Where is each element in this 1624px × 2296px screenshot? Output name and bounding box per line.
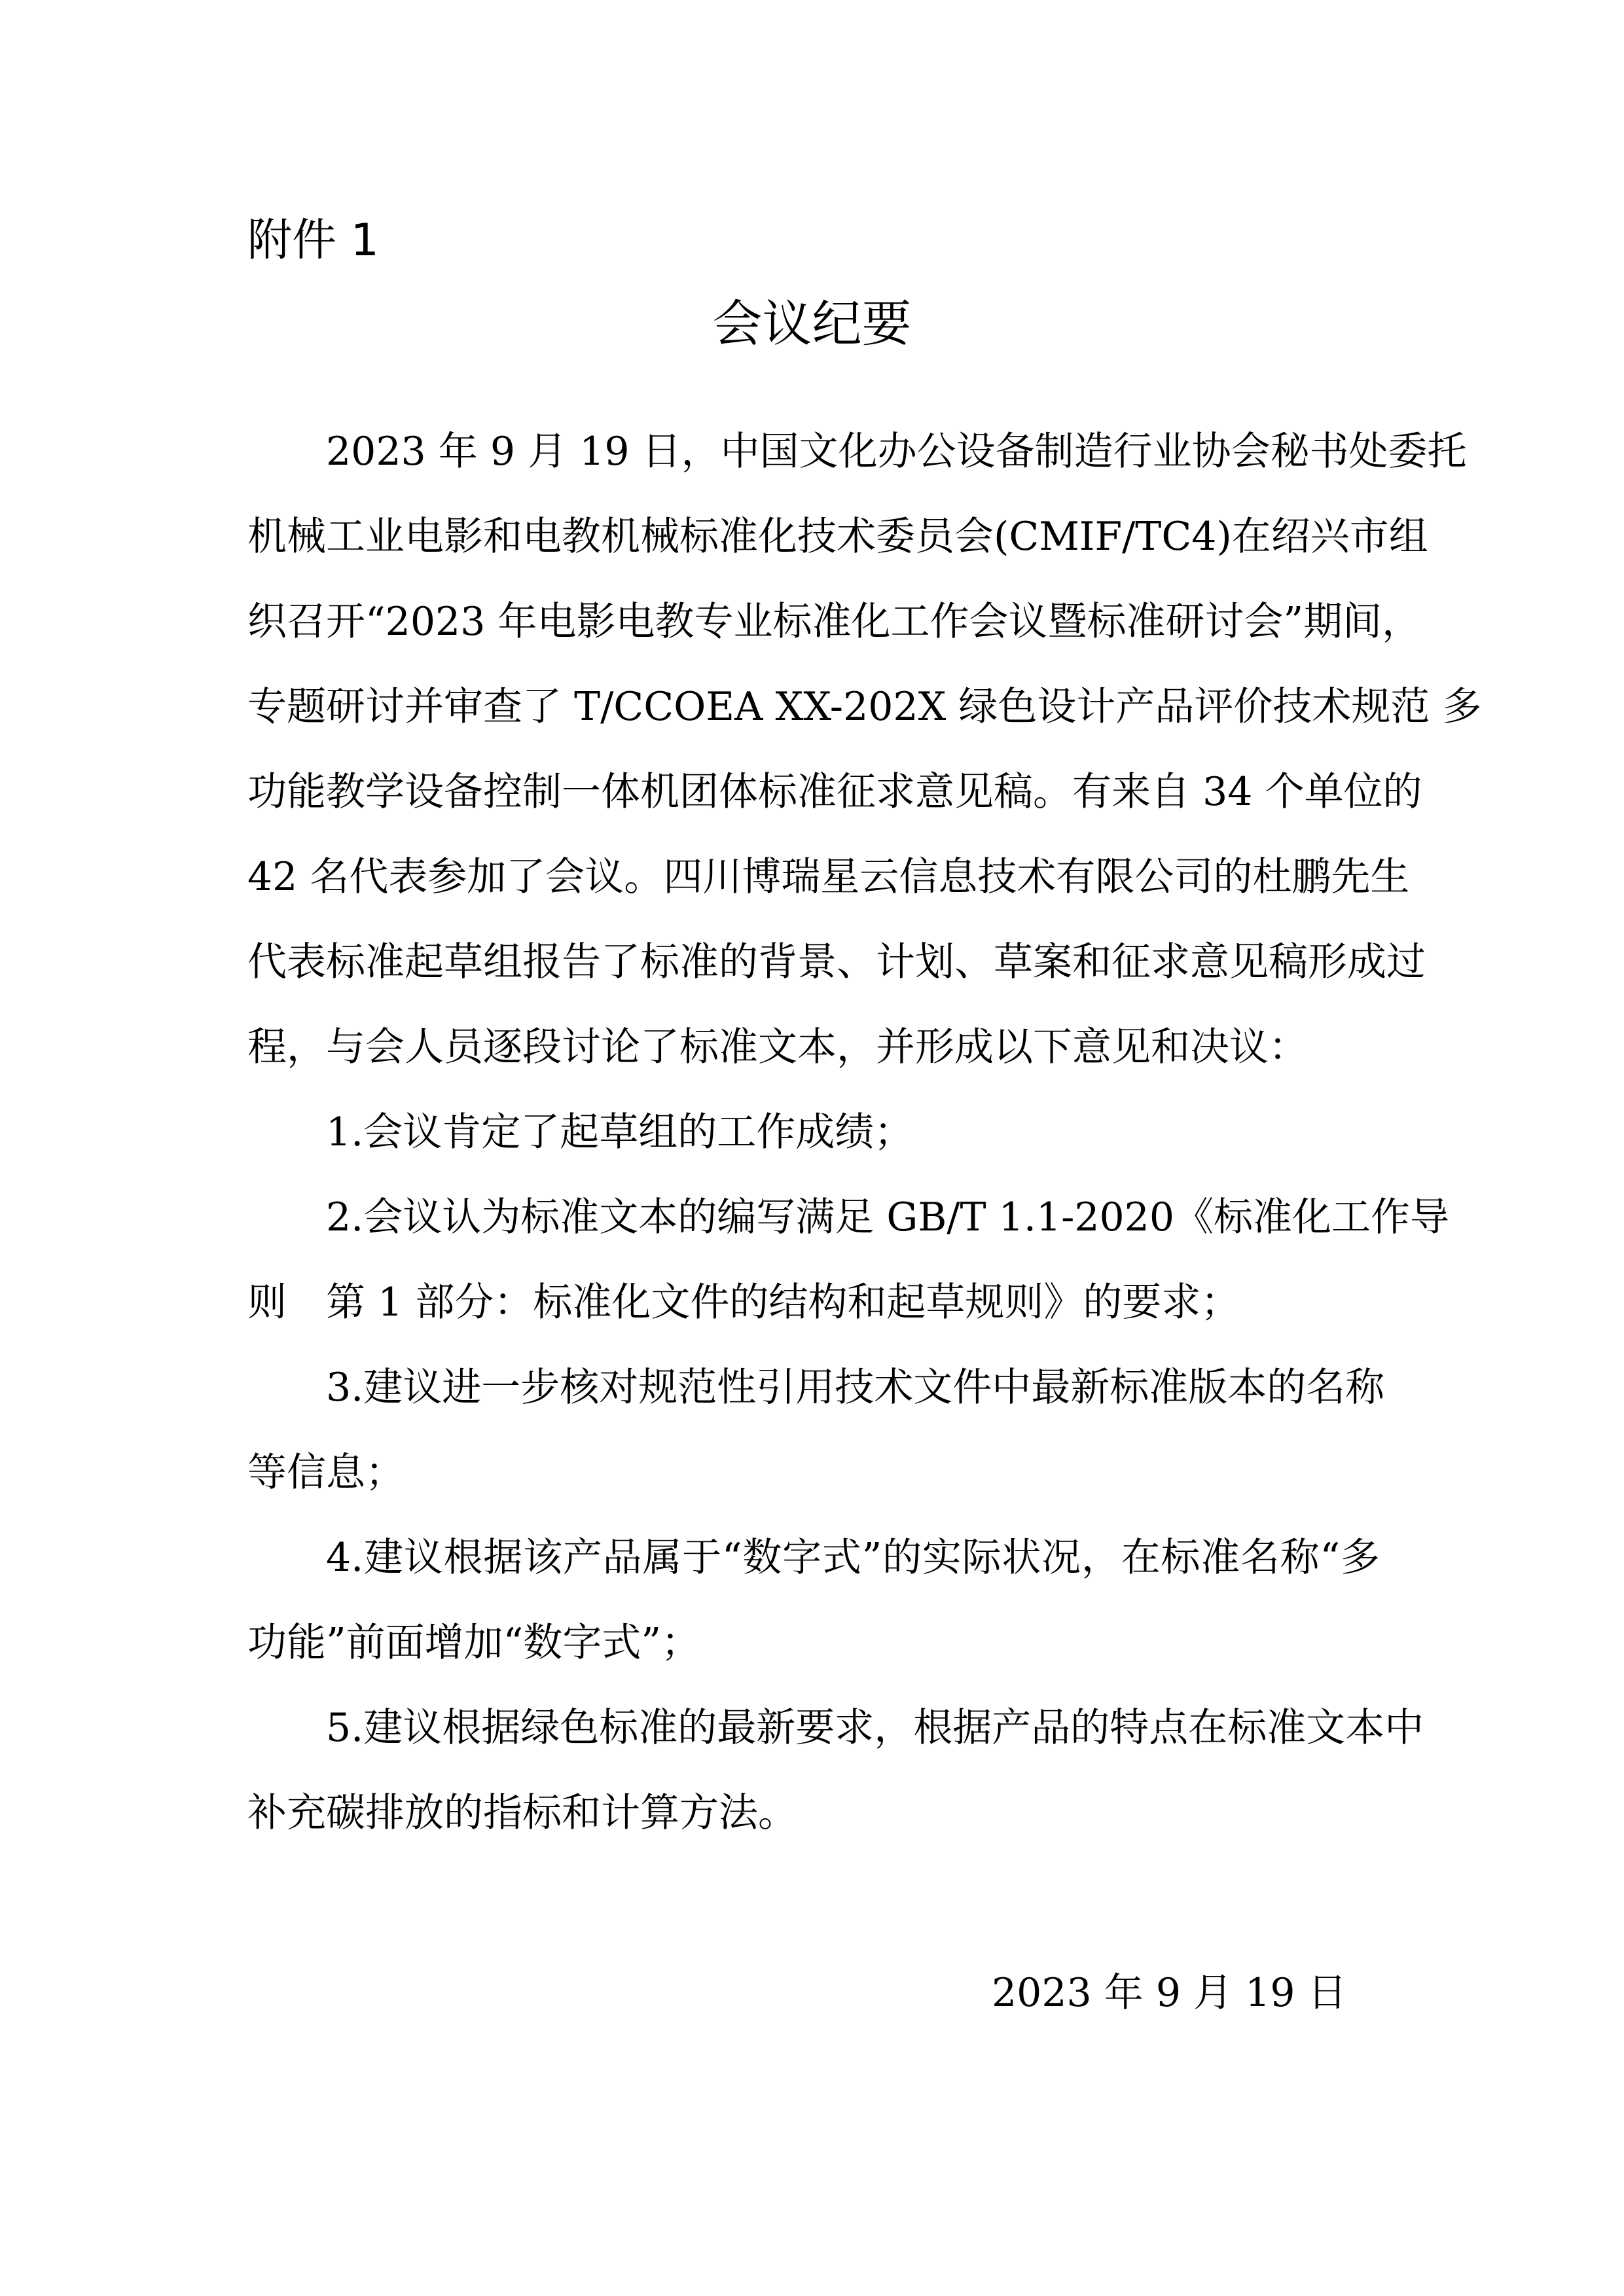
body-line: 专题研讨并审查了 T/CCOEA XX-202X 绿色设计产品评价技术规范 多 [247,684,1482,730]
document-body [247,409,1482,1856]
resolution-item: 1.会议肯定了起草组的工作成绩； [326,1109,914,1155]
body-line: 42 名代表参加了会议。四川博瑞星云信息技术有限公司的杜鹏先生 [247,854,1410,900]
resolution-item-continued: 等信息； [247,1450,405,1496]
resolution-item-continued: 补充碳排放的指标和计算方法。 [247,1790,797,1836]
document-date: 2023 年 9 月 19 日 [992,1970,1347,2016]
resolution-item-continued: 功能”前面增加“数字式”； [247,1620,701,1666]
body-line: 代表标准起草组报告了标准的背景、计划、草案和征求意见稿形成过 [247,939,1426,985]
body-line: 织召开“2023 年电影电教专业标准化工作会议暨标准研讨会”期间， [247,599,1422,645]
body-line: 程，与会人员逐段讨论了标准文本，并形成以下意见和决议： [247,1024,1308,1070]
body-line: 机械工业电影和电教机械标准化技术委员会(CMIF/TC4)在绍兴市组 [247,514,1428,560]
body-line: 功能教学设备控制一体机团体标准征求意见稿。有来自 34 个单位的 [247,769,1422,815]
resolution-item: 4.建议根据该产品属于“数字式”的实际状况，在标准名称“多 [326,1535,1380,1581]
resolution-item: 3.建议进一步核对规范性引用技术文件中最新标准版本的名称 [326,1365,1385,1410]
resolution-item: 2.会议认为标准文本的编写满足 GB/T 1.1-2020《标准化工作导 [326,1194,1450,1240]
attachment-label: 附件 1 [247,215,379,266]
resolution-item-continued: 则 第 1 部分：标准化文件的结构和起草规则》的要求； [247,1280,1240,1325]
body-line: 2023 年 9 月 19 日，中国文化办公设备制造行业协会秘书处委托 [326,429,1467,475]
resolution-item: 5.建议根据绿色标准的最新要求，根据产品的特点在标准文本中 [326,1705,1424,1751]
page-title: 会议纪要 [712,295,912,353]
